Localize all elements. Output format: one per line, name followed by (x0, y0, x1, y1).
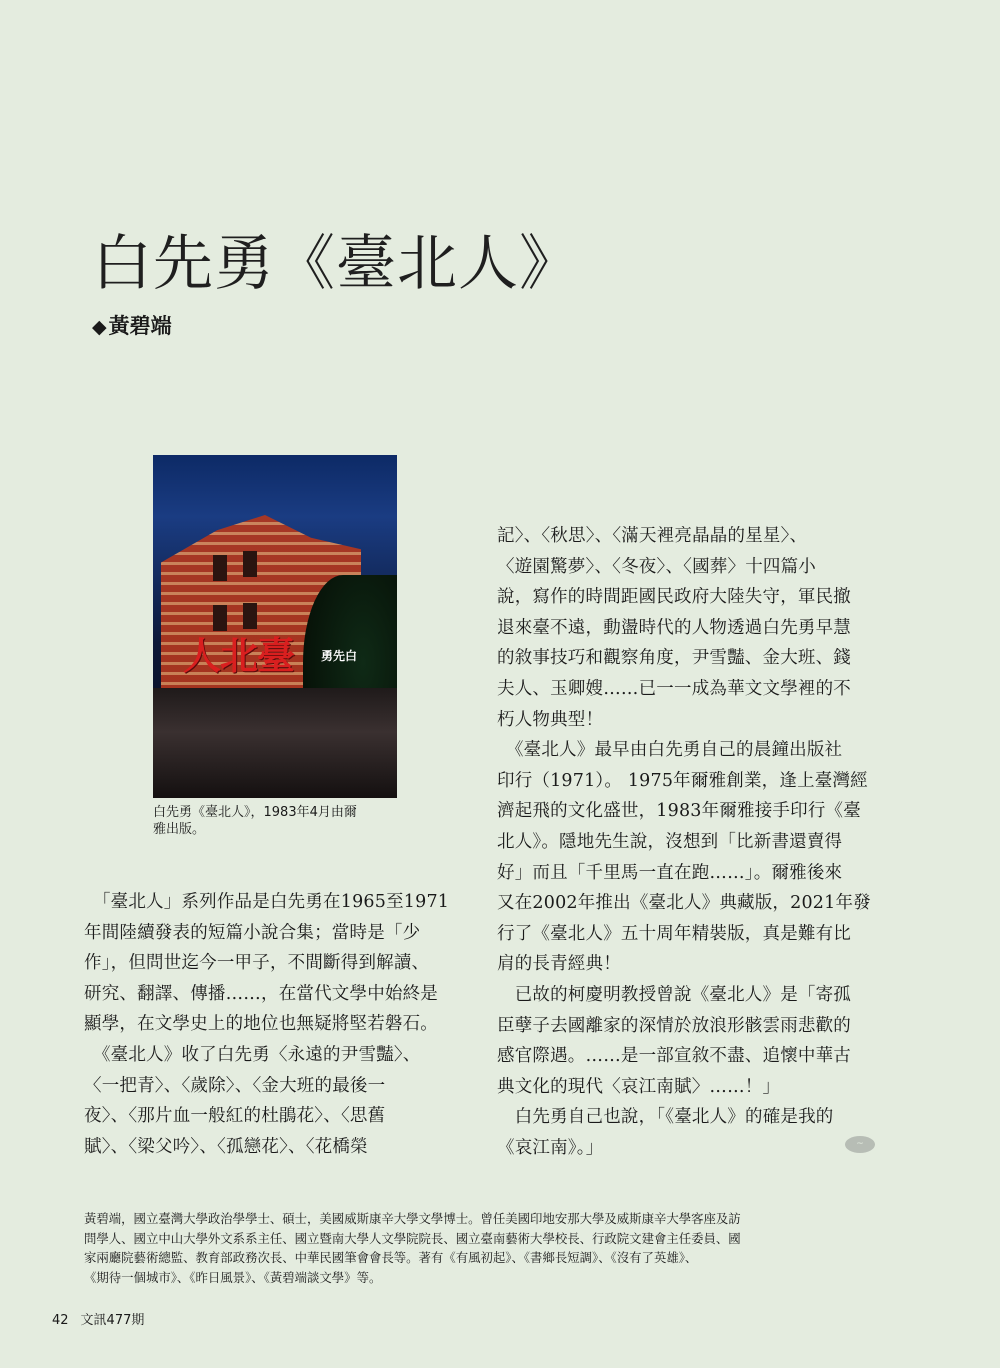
diamond-bullet-icon: ◆ (92, 316, 107, 338)
cover-road (153, 688, 397, 798)
body-column-right (497, 521, 883, 1163)
bio-line: 黃碧端，國立臺灣大學政治學學士、碩士，美國威斯康辛大學文學博士。曾任美國印地安那大學及威斯康辛大學客座及訪 (84, 1211, 741, 1226)
body-line: 研究、翻譯、傳播……，在當代文學中始終是 (84, 983, 438, 1004)
body-line: 好」而且「千里馬一直在跑……」。爾雅後來 (497, 862, 843, 883)
body-line: 行了《臺北人》五十周年精裝版，真是難有比 (497, 923, 851, 944)
body-line: 朽人物典型！ (497, 709, 604, 730)
body-line: 賦〉、〈梁父吟〉、〈孤戀花〉、〈花橋榮 (84, 1136, 368, 1157)
body-line: 《臺北人》收了白先勇〈永遠的尹雪豔〉、 (84, 1044, 421, 1065)
cover-window (213, 555, 227, 581)
body-line: 又在2002年推出《臺北人》典藏版，2021年發 (497, 893, 871, 914)
article-title: 白先勇《臺北人》 (92, 229, 580, 299)
body-line: 「臺北人」系列作品是白先勇在1965至1971 (84, 892, 450, 912)
publication-name: 文訊477期 (80, 1313, 145, 1328)
cover-title: 臺北人 (183, 633, 295, 678)
body-line: 白先勇自己也說，「《臺北人》的確是我的 (497, 1107, 834, 1128)
book-cover-image (153, 455, 397, 798)
author-byline (92, 310, 172, 340)
page-footer (52, 1309, 144, 1328)
caption-line: 雅出版。 (153, 822, 206, 837)
bio-line: 家兩廳院藝術總監、教育部政務次長、中華民國筆會會長等。著有《有風初起》、《書鄉長短調》、《沒有了英雄》、 (84, 1250, 698, 1265)
body-line: 的敘事技巧和觀察角度，尹雪豔、金大班、錢 (497, 648, 851, 669)
body-line: 北人》。隱地先生說，沒想到「比新書還賣得 (497, 831, 843, 852)
body-column-left (84, 887, 470, 1162)
body-line: 《哀江南》。」 (497, 1137, 604, 1158)
body-line: 〈一把青〉、〈歲除〉、〈金大班的最後一 (84, 1075, 386, 1096)
body-line: 已故的柯慶明教授曾說《臺北人》是「寄孤 (497, 984, 851, 1005)
body-line: 肩的長青經典！ (497, 954, 621, 975)
body-line: 濟起飛的文化盛世，1983年爾雅接手印行《臺 (497, 801, 861, 822)
body-line: 夜〉、〈那片血一般紅的杜鵑花〉、〈思舊 (84, 1106, 386, 1127)
bio-line: 《期待一個城市》、《昨日風景》、《黃碧端談文學》等。 (84, 1269, 382, 1285)
body-line: 〈遊園驚夢〉、〈冬夜〉、〈國葬〉十四篇小 (497, 556, 816, 577)
body-line: 作」，但問世迄今一甲子，不間斷得到解讀、 (84, 953, 430, 974)
body-line: 夫人、玉卿嫂……已一一成為華文文學裡的不 (497, 678, 851, 699)
body-line: 臣孽子去國離家的深情於放浪形骸雲雨悲歡的 (497, 1015, 851, 1036)
body-line: 說，寫作的時間距國民政府大陸失守，軍民撤 (497, 587, 851, 608)
body-line: 年間陸續發表的短篇小說合集；當時是「少 (84, 922, 421, 943)
caption-line: 白先勇《臺北人》，1983年4月由爾 (153, 805, 357, 820)
author-name: 黃碧端 (108, 314, 172, 338)
body-line: 《臺北人》最早由白先勇自己的晨鐘出版社 (497, 740, 843, 761)
author-bio (84, 1209, 884, 1287)
bio-line: 問學人、國立中山大學外文系系主任、國立暨南大學人文學院院長、國立臺南藝術大學校長、行政院文建會主任委員、國 (84, 1230, 741, 1246)
body-line: 顯學，在文學史上的地位也無疑將堅若磐石。 (84, 1014, 438, 1035)
cover-caption (153, 804, 403, 838)
body-line: 典文化的現代〈哀江南賦〉……！」 (497, 1076, 781, 1097)
cover-window (243, 551, 257, 577)
page-number: 42 (52, 1313, 69, 1328)
body-line: 記〉、〈秋思〉、〈滿天裡亮晶晶的星星〉、 (497, 526, 808, 546)
cover-author: 白先勇 (321, 649, 358, 663)
end-mark-icon: ~ (845, 1136, 875, 1153)
body-line: 感官際遇。……是一部宣敘不盡、追懷中華古 (497, 1046, 851, 1067)
body-line: 印行（1971）。 1975年爾雅創業，逢上臺灣經 (497, 770, 868, 791)
body-line: 退來臺不遠，動盪時代的人物透過白先勇早慧 (497, 617, 851, 638)
